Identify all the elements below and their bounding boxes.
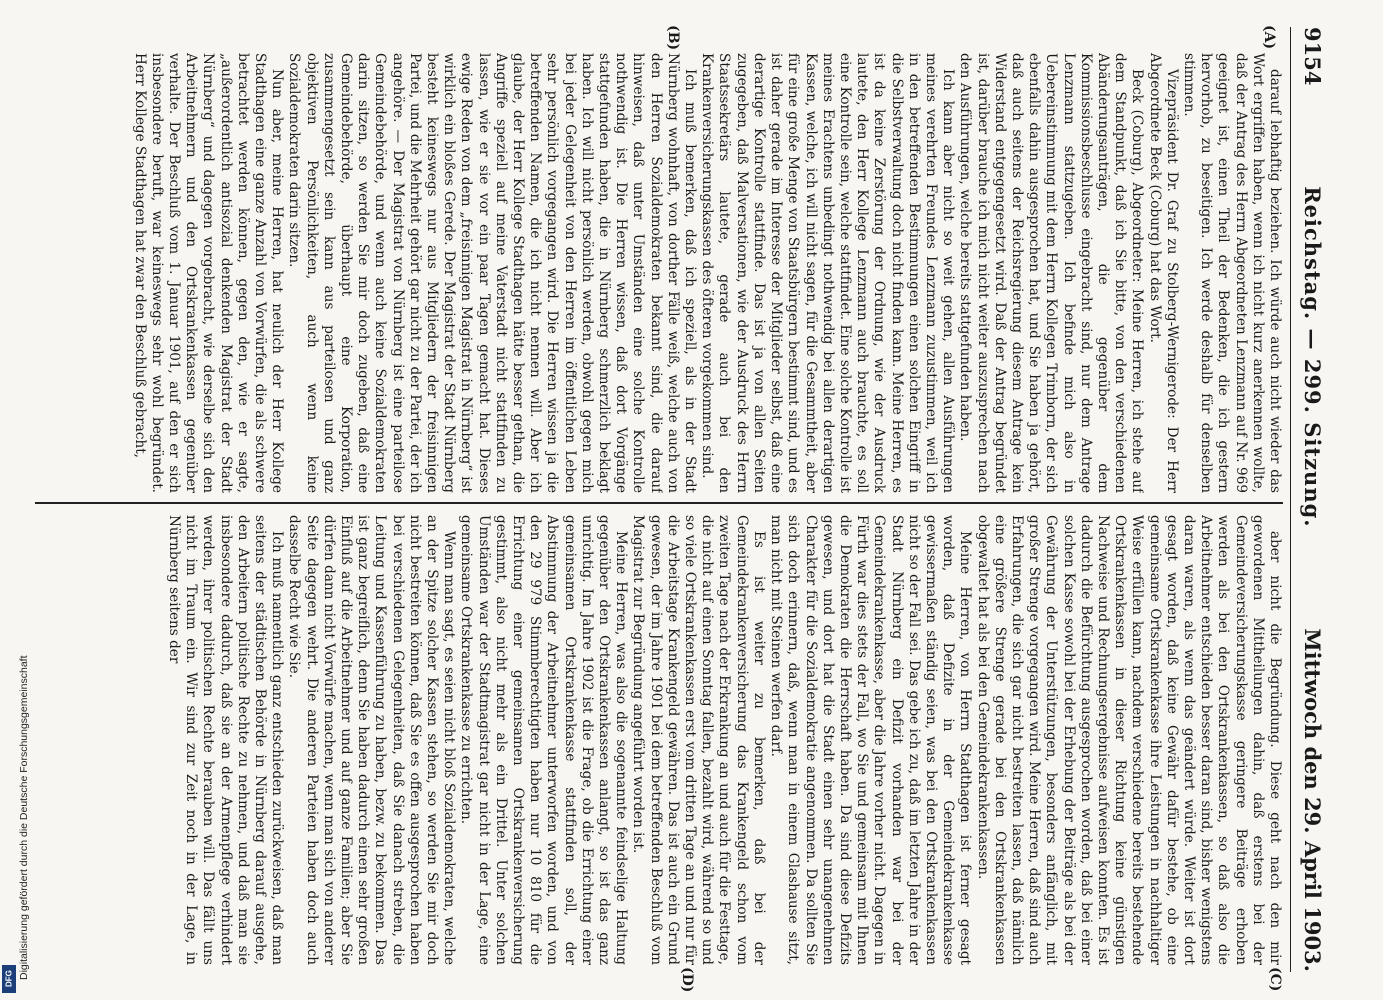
paragraph: Meine Herren, was also die sogenannte feindselige Haltung gegenüber den Ortskrankenkassen anlangt, so ist das ganz unrichtig. Im Jahre 1902 ist die Frage, ob die Errichtung einer gemeinsamen Ortskrankenkasse stattfinden soll, der Abstimmung der Arbeitnehmer unterworfen worden, und von den 29 979 Stimmberechtigten haben nur 10 810 für die Errichtung einer gemeinsamen Ortskrankenversicherung gestimmt, also nicht mehr als ein Drittel. Unter solchen Umständen war der Stadtmagistrat gar nicht in der Lage, eine gemeinsame Ortskrankenkasse zu errichten. [458,515,630,965]
credit-text: Digitalisierung gefördert durch die Deutsche Forschungsgemeinschaft [18,655,30,980]
paragraph: Ich muß namentlich ganz entschieden zurückweisen, daß man seitens der städtischen Behörde in Nürnberg darauf ausgehe, den Arbeitern politische Rechte zu nehmen, und daß man sie insbesondere dadurch, daß sie an der Armenpflege verhindert werden, ihrer politischen Rechte berauben will. Das fällt uns nicht im Traum ein. Wir sind zur Zeit noch in der Lage, in Nürnberg seitens der [166,515,286,965]
column-divider [35,502,1283,504]
margin-mark-c: (C) [1267,967,1283,992]
left-column [35,53,1283,493]
page-number: 9154 [1300,27,1326,86]
document-page [25,7,1335,992]
digitization-credit [2,600,30,990]
paragraph: Es ist weiter zu bemerken, daß bei der Gemeindekrankenversicherung das Krankengeld schon vom zweiten Tage nach der Erkrankung an und auch für die Festtage, die nicht auf einen Sonntag fallen, bezahlt wird, während so und so viele Ortskrankenkassen erst vom dritten Tage an und nur für die Arbeitstage Krankengeld gewähren. Das ist auch ein Grund gewesen, der im Jahre 1901 bei dem betreffenden Beschluß vom Magistrat zur Begründung angeführt worden ist. [630,515,767,965]
paragraph: aber nicht die Begründung. Diese geht nach den mir gewordenen Mittheilungen dahin, daß erstens bei der Gemeindeversicherungskasse geringere Beiträge erhoben werden als bei den Ortskrankenkassen, so daß also die Arbeitnehmer entschieden besser daran sind, bisher wenigstens daran waren, als wenn das geändert würde. Weiter ist dort gesagt worden, daß keine Gewähr dafür bestehe, ob eine gemeinsame Ortskrankenkasse ihre Leistungen in nachhaltiger Weise erfüllen kann, nachdem verschiedene bereits bestehende Ortskrankenkassen in dieser Richtung keine günstigen Nachweise und Rechnungsergebnisse aufweisen konnten. Es ist dadurch die Befürchtung ausgesprochen worden, daß bei einer solchen Kasse sowohl bei der Erhebung der Beiträge als bei der Gewährung der Unterstützungen, besonders anfänglich, mit großer Strenge vorgegangen wird. Meine Herren, daß sind auch Erfahrungen, die sich gar nicht bestreiten lassen, daß nämlich eine größere Strenge gerade bei den Ortskrankenkassen obgewaltet hat als bei den Gemeindekrankenkassen. [974,515,1283,965]
paragraph: Meine Herren, von Herrn Stadthagen ist ferner gesagt worden, daß Defizite in der Gemeindekrankenkasse gewissermaßen ständig seien, was bei den Ortskrankenkassen nicht so der Fall sei. Das gebe ich zu, daß im letzten Jahre in der Stadt Nürnberg ein Defizit vorhanden war bei der Gemeindekrankenkasse, aber die Jahre vorher nicht. Dagegen in Fürth war dies stets der Fall, wo Sie und gemeinsam mit Ihnen die Demokraten die Herrschaft haben. Da sind diese Defizits gewesen, und dort hat die Stadt einen sehr unangenehmen Charakter für die Sozialdemokratie angenommen. Da sollten Sie sich doch erinnern, daß, wenn man in einem Glashause sitzt, man nicht mit Steinen werfen darf. [768,515,974,965]
paragraph: darauf lebhaftig beziehen. Ich würde auch nicht wieder das Wort ergriffen haben, wenn ich nicht kurz anerkennen wollte, daß der Antrag des Herrn Abgeordneten Lenzmann auf Nr. 969 geeignet ist, einen Theil der Bedenken, die ich gestern hervorhob, zu beseitigen. Ich werde deshalb für denselben stimmen. [1180,53,1283,493]
margin-mark-d: (D) [679,967,695,993]
paragraph: Nun aber, meine Herren, hat neulich der Herr Kollege Stadthagen eine ganze Anzahl von Vorwürfen, die als schwere betrachtet werden können, gegen den, wie er sagte, „außerordentlich antisozial denkenden Magistrat der Stadt Nürnberg“ und dagegen vorgebracht, wie derselbe sich den Arbeitnehmern und den Ortskrankenkassen gegenüber verhalte. Der Beschluß vom 1. Januar 1901, auf den er sich insbesondere beruft, war keineswegs sehr wohl begründet. Herr Kollege Stadthagen hat zwar den Beschluß gebracht, [131,53,286,493]
session-title: Reichstag. — 299. Sitzung. [1300,186,1326,528]
page-header [1290,27,1335,972]
session-date: Mittwoch den 29. April 1903. [1300,628,1326,972]
right-column [35,515,1283,965]
paragraph: Vizepräsident Dr. Graf zu Stolberg-Wernigerode: Der Herr Abgeordnete Beck (Coburg) hat das Wort. [1146,53,1180,493]
margin-mark-a: (A) [1261,25,1277,50]
paragraph: Wenn man sagt, es seien nicht bloß Sozialdemokraten, welche an der Spitze solcher Kassen stehen, so werden Sie mir doch nicht bestreiten können, daß Sie es offen ausgesprochen haben bei verschiedenen Gelegenheiten, daß Sie danach streben, die Leitung und Kassenführung zu haben, bezw. zu bekommen. Das ist ganz begreiflich, denn Sie haben dadurch einen sehr großen Einfluß auf die Arbeitnehmer und auf ganze Familien; aber Sie dürfen dann nicht Vorwürfe machen, wenn man sich von anderer Seite dagegen wehrt. Die anderen Parteien haben doch auch dasselbe Recht wie Sie. [286,515,458,965]
margin-mark-b: (B) [665,25,681,51]
paragraph: Beck (Coburg), Abgeordneter: Meine Herren, ich stehe auf dem Standpunkt, daß ich Sie bitte, von den verschiedenen Abänderungsanträgen, die gegenüber dem Kommissionsbeschlusse eingebracht sind, nur dem Antrage Lenzmann stattzugeben. Ich befinde mich also in Uebereinstimmung mit dem Herrn Kollegen Trimborn, der sich ebenfalls dahin ausgesprochen hat, und Sie haben ja gehört, daß auch seitens der Reichsregierung diesem Antrage kein Widerstand entgegengesetzt wird. Daß der Antrag begründet ist, darüber brauche ich mich nicht weiter auszusprechen nach den Ausführungen, welche bereits stattgefunden haben. [957,53,1146,493]
paragraph: Ich muß bemerken, daß ich speziell, als in der Stadt Nürnberg wohnhaft, von dorther Fälle weiß, welche auch von den Herren Sozialdemokraten bekannt sind, die darauf hinweisen, daß unter Umständen eine solche Kontrolle nothwendig ist. Die Herren wissen, daß dort Vorgänge stattgefunden haben, die in Nürnberg schmerzlich beklagt haben. Ich will nicht persönlich werden, obwohl gegen mich bei jeder Gelegenheit von den Herren im öffentlichen Leben sehr persönlich vorgegangen wird. Die Herren wissen ja die betreffenden Namen, die ich nicht nennen will. Aber ich glaube, der Herr Kollege Stadthagen hätte besser gethan, die Angriffe speziell auf meine Vaterstadt nicht stattfinden zu lassen, wie er sie vor ein paar Tagen gemacht hat. Dieses ewige Reden von dem „freisinnigen Magistrat in Nürnberg“ ist wirklich ein bloßes Gerede. Der Magistrat der Stadt Nürnberg besteht keineswegs nur aus Mitgliedern der freisinnigen Partei, und die Mehrheit gehört gar nicht zu der Partei, der ich angehöre. — Der Magistrat von Nürnberg ist eine parteilose Gemeindebehörde, und wenn auch keine Sozialdemokraten darin sitzen, so werden Sie mir doch zugeben, daß eine Gemeindebehörde, überhaupt eine Korporation, zusammengesetzt sein kann aus parteilosen und ganz objektiven Persönlichkeiten, auch wenn keine Sozialdemokraten darin sitzen. [286,53,699,493]
paragraph: Ich kann aber nicht so weit gehen, allen Ausführungen meines verehrten Freundes Lenzmann zuzustimmen, weil ich in den betreffenden Bestimmungen einen solchen Eingriff in die Selbstverwaltung doch nicht finden kann. Meine Herren, es ist da keine Zerstörung der Ordnung, wie der Ausdruck lautete, den Herr Kollege Lenzmann auch brauchte, es soll eine Kontrolle sein, welche stattfindet. Eine solche Kontrolle ist meines Erachtens unbedingt nothwendig bei allen derartigen Kassen, welche, ich will nicht sagen, für die Gesammtheit, aber für eine große Menge von Staatsbürgern bestimmt sind, und es ist daher gerade im Interesse der Mitglieder selbst, daß eine derartige Kontrolle stattfinde. Das ist ja von allen Seiten zugegeben, daß Malversationen, wie der Ausdruck des Herrn Staatssekretärs lautete, gerade auch bei den Krankenversicherungskassen des öfteren vorgekommen sind. [699,53,957,493]
dfg-logo-icon: DFG [2,965,16,993]
